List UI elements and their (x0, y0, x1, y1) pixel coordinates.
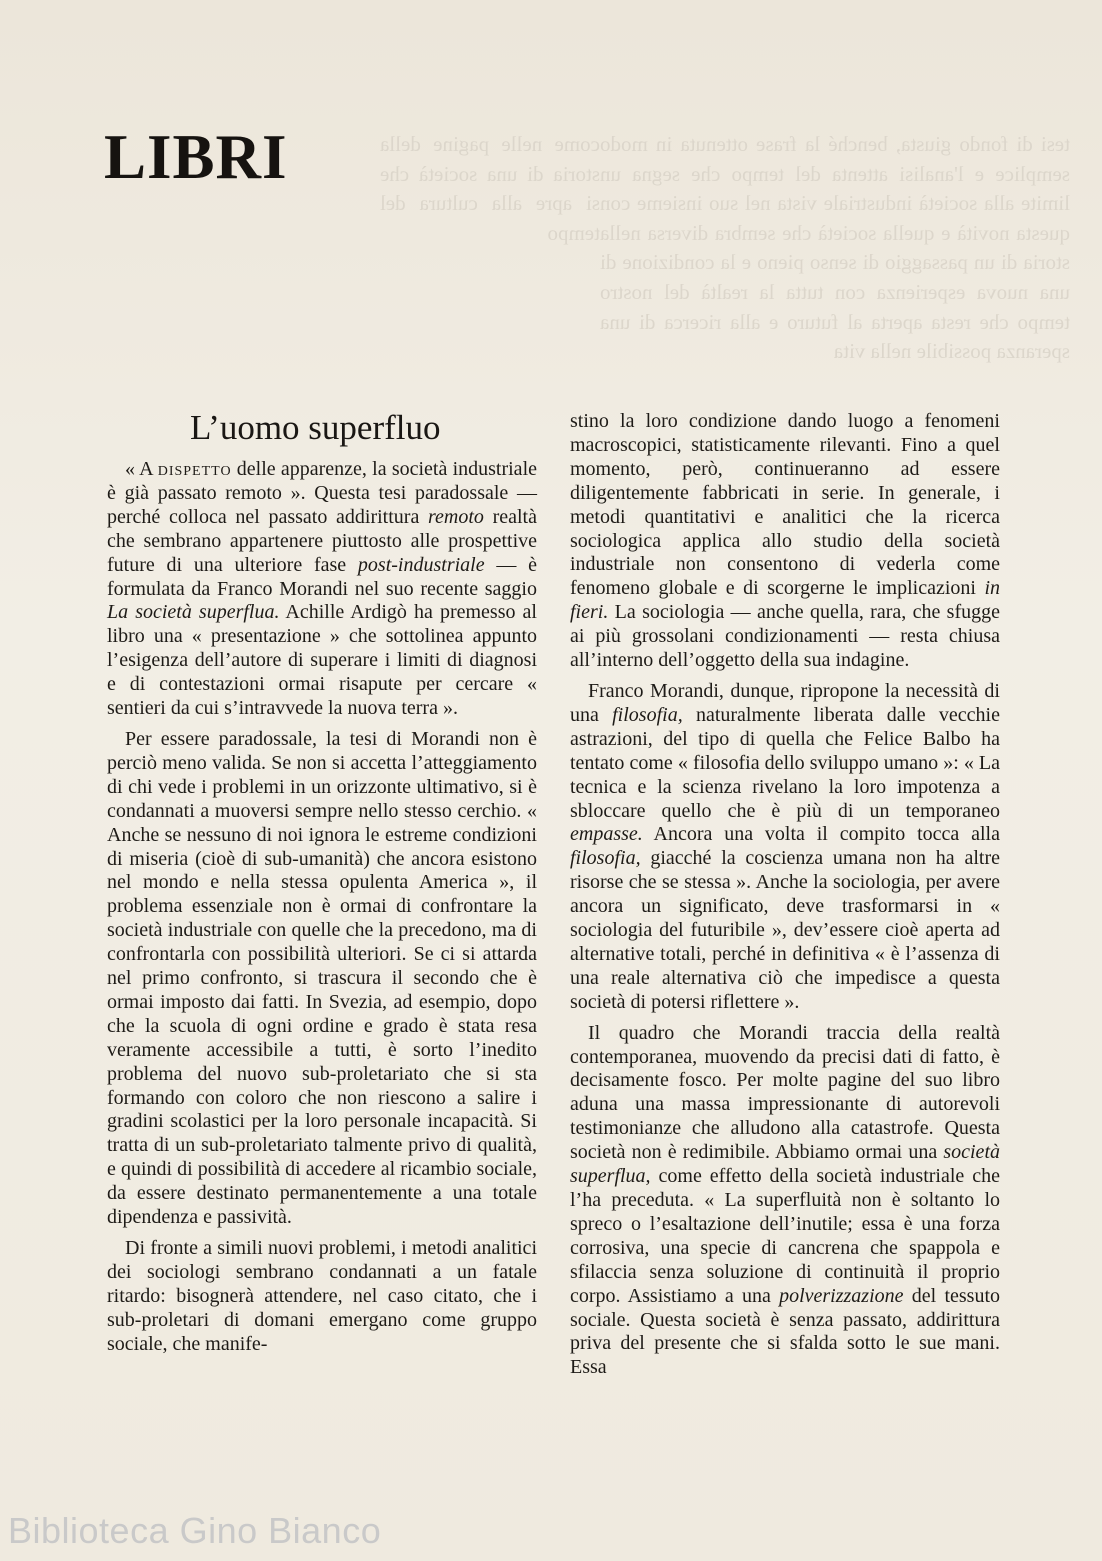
paragraph: « A dispetto delle apparenze, la società industriale è già passato remoto ». Questa tesi paradossale — perché colloca nel passato addirittura remoto realtà che sembrano appartenere piuttosto alle prospettive future di una ulteriore fase post-industriale — è formulata da Franco Morandi nel suo recente saggio La società superflua. Achille Ardigò ha premesso al libro una « presentazione » che sottolinea appunto l’esigenza dell’autore di superare i limiti di diagnosi e di contestazioni ormai risapute per cercare « sentieri da cui s’intravvede la nuova terra ». (107, 458, 537, 720)
show-through-text: tesi di fondo giusta, benché la frase ottenuta in modo semplice e l'analisi attenta del tempo che segna un limite alla società industriale vista nel suo insieme con questa novità e quella società che sembra diversa nella storia di un passaggio di senso pieno e la condizione di una nuova esperienza con tutta la realtà del nostro tempo che resta aperta al futuro e alla ricerca di una speranza possibile nella vita (600, 132, 1070, 364)
library-watermark: Biblioteca Gino Bianco (8, 1510, 382, 1551)
paragraph: stino la loro condizione dando luogo a fenomeni macroscopici, statisticamente rilevanti. Fino a quel momento, però, continueranno ad essere diligentemente fabbricati in serie. In generale, i metodi quantitativi e analitici che la ricerca sociologica applica allo studio della società industriale non consentono di vederla come fenomeno globale e di scorgerne le implicazioni in fieri. La sociologia — anche quella, rara, che sfugge ai più grossolani condizionamenti — resta chiusa all’interno dell’oggetto della sua indagine. (570, 410, 1000, 672)
right-column (570, 410, 1000, 1387)
paragraph: Per essere paradossale, la tesi di Morandi non è perciò meno valida. Se non si accetta l’atteggiamento di chi vede i problemi in un orizzonte ultimativo, si è condannati a muoversi sempre nello stesso cerchio. « Anche se nessuno di noi ignora le estreme condizioni di miseria (cioè di sub-umanità) che ancora esistono nel mondo e nella stessa opulenta America », il problema essenziale non è ormai di confrontare la società industriale con quelle che la precedono, ma di confrontarla con possibilità ulteriori. Se ci si attarda nel primo confronto, si trascura il secondo che è ormai imposto dai fatti. In Svezia, ad esempio, dopo che la scuola di ogni ordine e grado è stata resa veramente accessibile a tutti, è sorto l’inedito problema del nuovo sub-proletariato che si sta formando con coloro che non riescono a salire i gradini scolastici per la loro personale incapacità. Si tratta di un sub-proletariato talmente privo di qualità, e quindi di possibilità di accedere al ricambio sociale, da essere destinato permanentemente a una totale dipendenza e passività. (107, 727, 537, 1229)
paragraph: Il quadro che Morandi traccia della realtà contemporanea, muovendo da precisi dati di fatto, è decisamente fosco. Per molte pagine del suo libro aduna una massa impressionante di autorevoli testimonianze che alludono alla catastrofe. Questa società non è redimibile. Abbiamo ormai una società superflua, come effetto della società industriale che l’ha preceduta. « La superfluità non è soltanto lo spreco o l’esaltazione dell’inutile; essa è una forza corrosiva, una specie di cancrena che spappola e sfilaccia senza soluzione di continuità il proprio corpo. Assistiamo a una polverizzazione del tessuto sociale. Questa società è senza passato, addirittura priva del presente che si sfalda sotto le sue mani. Essa (570, 1021, 1000, 1379)
show-through-text-middle: come nelle pagine della storia di una società che si apre alla cultura del tempo (380, 132, 600, 245)
section-heading: LIBRI (104, 122, 288, 192)
paragraph: Di fronte a simili nuovi problemi, i metodi analitici dei sociologi sembrano condannati a un fatale ritardo: bisognerà attendere, nel caso citato, che i sub-proletari di domani emergano come gruppo sociale, che manife- (107, 1237, 537, 1355)
article-title: L’uomo superfluo (190, 408, 441, 447)
left-column (107, 458, 537, 1364)
paragraph: Franco Morandi, dunque, ripropone la necessità di una filosofia, naturalmente liberata dalle vecchie astrazioni, del tipo di quella che Felice Balbo ha tentato come « filosofia dello sviluppo umano »: « La tecnica e la scienza rivelano la loro impotenza a sbloccare quello che è più di un temporaneo empasse. Ancora una volta il compito tocca alla filosofia, giacché la coscienza umana non ha altre risorse che se stessa ». Anche la sociologia, per avere ancora un significato, deve trasformarsi in « sociologia del futuribile », dev’essere cioè aperta ad alternative totali, perché in definitiva « è l’assenza di una reale alternativa ciò che impedisce a questa società di potersi riflettere ». (570, 679, 1000, 1013)
